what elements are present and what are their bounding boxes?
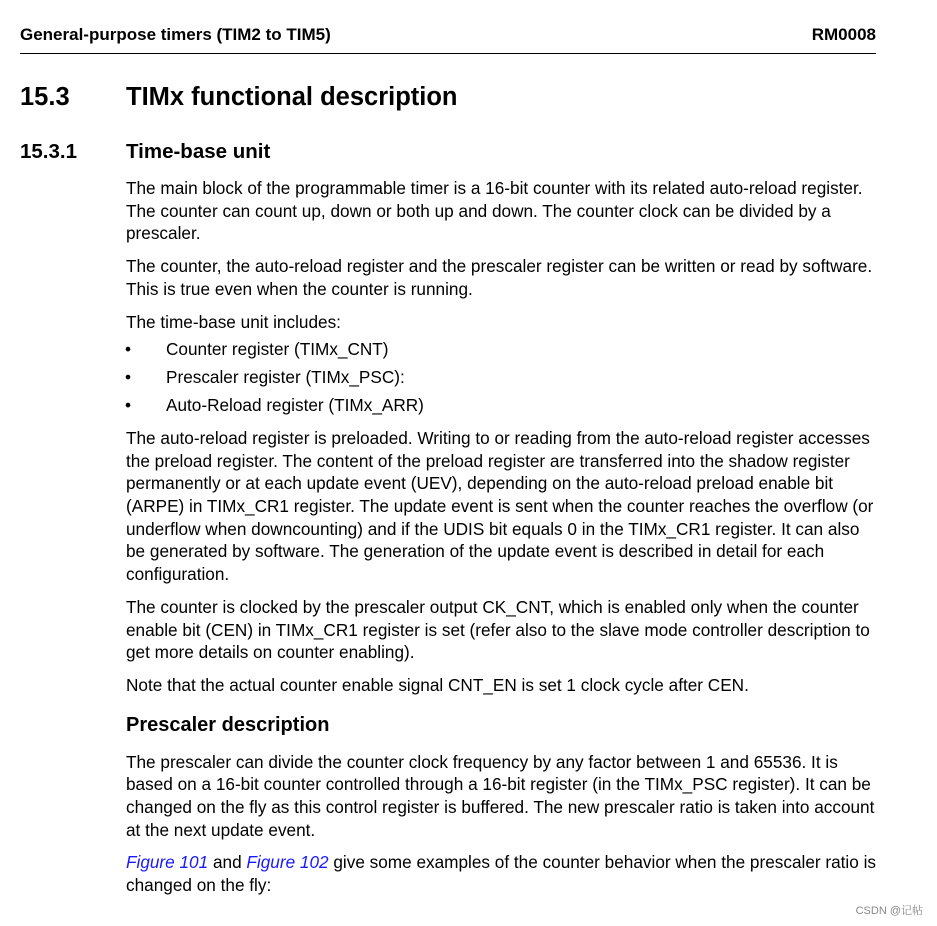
paragraph: The main block of the programmable timer is a 16-bit counter with its related auto-reload register. The counter can count up, down or both up and down. The counter clock can be divided by a prescaler.	[126, 178, 863, 244]
list-item-text: Auto-Reload register (TIMx_ARR)	[166, 395, 424, 416]
paragraph: Note that the actual counter enable signal CNT_EN is set 1 clock cycle after CEN.	[126, 674, 749, 695]
paragraph: The counter, the auto-reload register and the prescaler register can be written or read by software. This is true even when the counter is running.	[126, 256, 873, 299]
figure-reference-paragraph	[126, 851, 878, 896]
prescaler-heading: Prescaler description	[126, 713, 330, 736]
paragraph: The auto-reload register is preloaded. Writing to or reading from the auto-reload register accesses the preload register. The content of the preload register are transferred into the shadow register permanently or at each update event (UEV), depending on the auto-reload preload enable bit (ARPE) in TIMx_CR1 register. The update event is sent when the counter reaches the overflow (or underflow when downcounting) and if the UDIS bit equals 0 in the TIMx_CR1 register. It can also be generated by software. The generation of the update event is described in detail for each configuration.	[126, 427, 874, 585]
time-base-register-list	[126, 338, 878, 417]
conjunction-text: and	[208, 852, 247, 873]
paragraph: The time-base unit includes:	[126, 311, 341, 332]
paragraph: The counter is clocked by the prescaler output CK_CNT, which is enabled only when the counter enable bit (CEN) in TIMx_CR1 register is set (refer also to the slave mode controller description to get more details on counter enabling).	[126, 596, 870, 663]
bullet-icon: •	[125, 367, 132, 388]
list-item-text: Counter register (TIMx_CNT)	[166, 339, 389, 360]
paragraph-tail: give some examples of the counter behavior when the prescaler ratio is changed on the fly:	[126, 852, 877, 896]
figure-101-link[interactable]: Figure 101	[126, 852, 209, 873]
header-doc-id: RM0008	[811, 25, 876, 44]
body-text	[126, 177, 878, 907]
bullet-icon: •	[125, 395, 132, 416]
section-title: TIMx functional description	[126, 83, 458, 111]
list-item	[126, 338, 878, 361]
page-header	[20, 24, 876, 46]
watermark: CSDN @记帖	[855, 905, 923, 917]
subsection-title: Time-base unit	[126, 140, 271, 163]
list-item	[126, 366, 878, 389]
section-number: 15.3	[20, 83, 70, 111]
bullet-icon: •	[125, 339, 132, 360]
header-chapter-title: General-purpose timers (TIM2 to TIM5)	[20, 25, 331, 44]
subsection-number: 15.3.1	[20, 140, 77, 163]
paragraph: The prescaler can divide the counter clock frequency by any factor between 1 and 65536. It is based on a 16-bit counter controlled through a 16-bit register (in the TIMx_PSC register). It can be changed on the fly as this control register is buffered. The new prescaler ratio is taken into account at the next update event.	[126, 751, 875, 840]
figure-102-link[interactable]: Figure 102	[246, 852, 329, 873]
list-item	[126, 394, 878, 417]
list-item-text: Prescaler register (TIMx_PSC):	[166, 367, 405, 388]
header-divider	[20, 53, 876, 54]
